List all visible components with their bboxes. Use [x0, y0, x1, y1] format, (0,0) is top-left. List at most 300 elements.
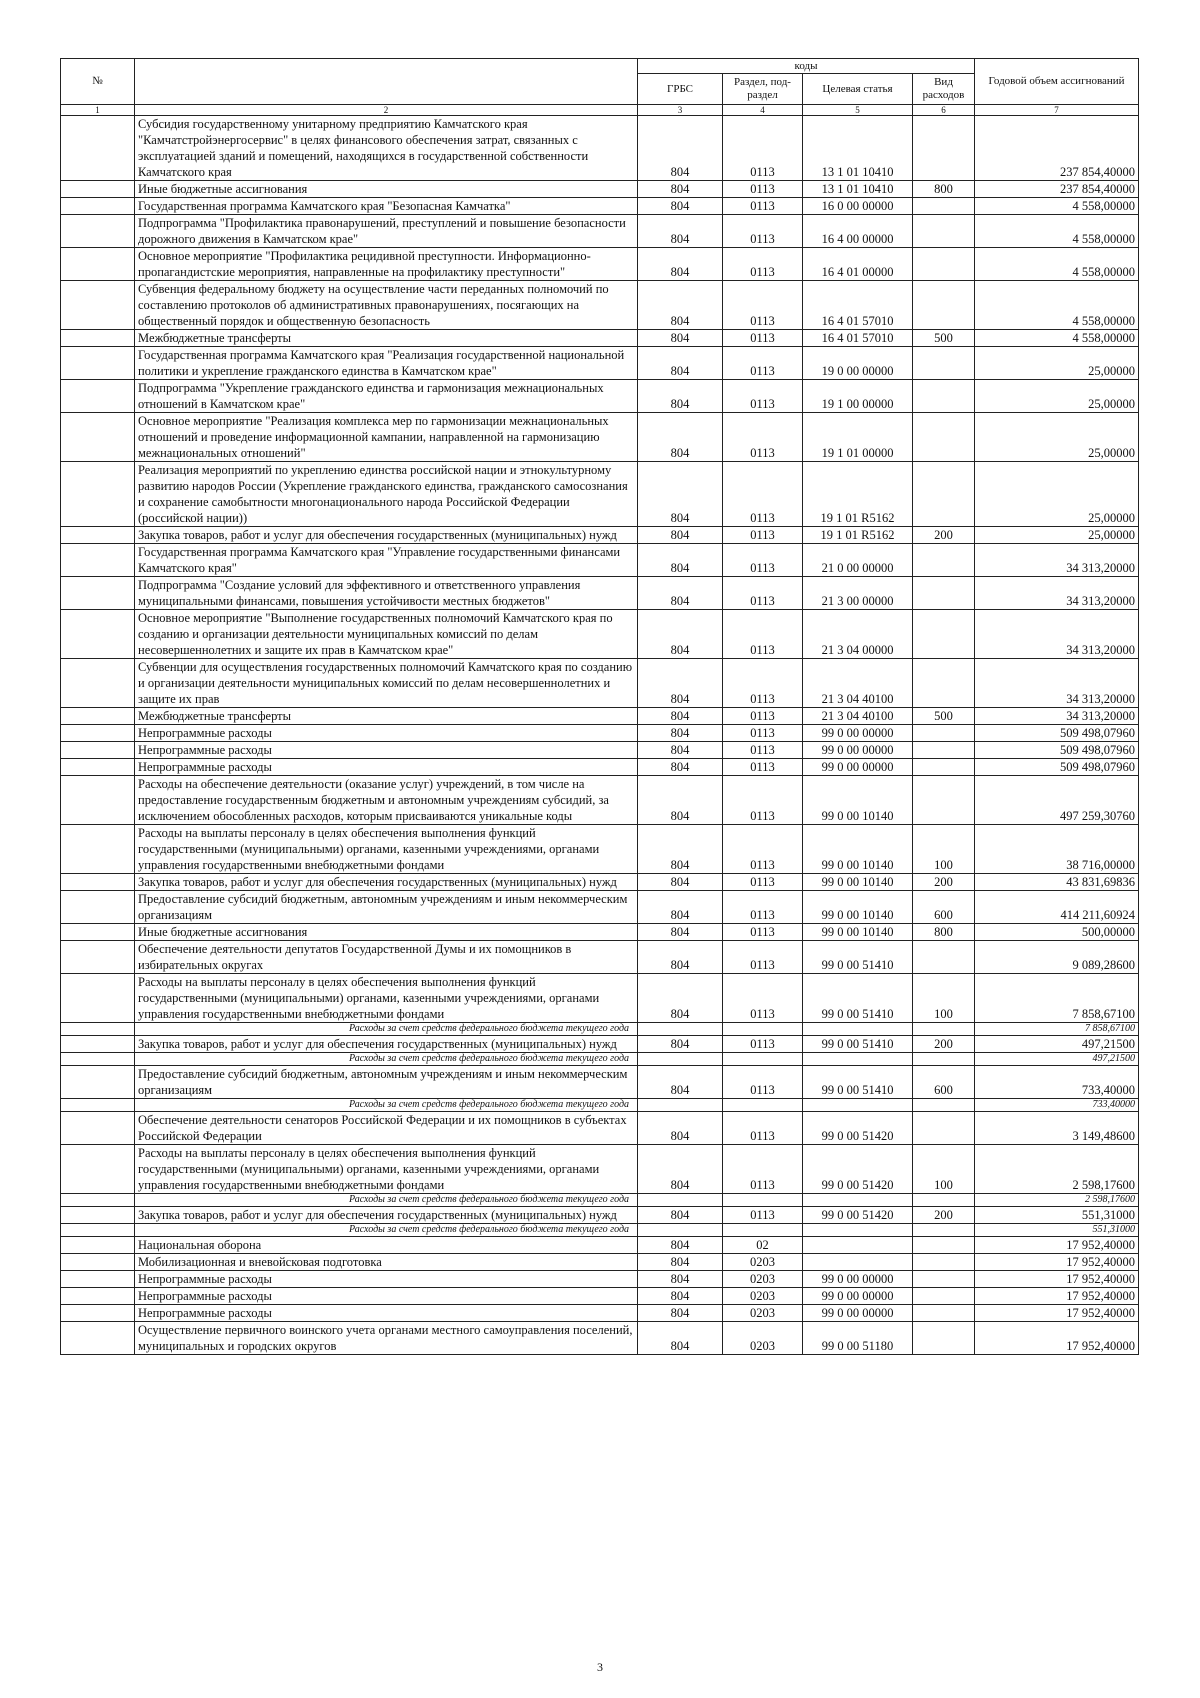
- grbs-cell: 804: [638, 380, 723, 413]
- amount-cell: 43 831,69836: [975, 874, 1139, 891]
- row-name-cell: Закупка товаров, работ и услуг для обеспечения государственных (муниципальных) нужд: [135, 527, 638, 544]
- table-header: [61, 59, 1139, 116]
- table-row: [61, 742, 1139, 759]
- type-cell: [913, 116, 975, 181]
- target-cell: 99 0 00 10140: [803, 874, 913, 891]
- row-number-cell: [61, 1066, 135, 1099]
- section-cell: 0113: [723, 215, 803, 248]
- amount-cell: 4 558,00000: [975, 215, 1139, 248]
- target-cell: 13 1 01 10410: [803, 181, 913, 198]
- table-row: [61, 659, 1139, 708]
- section-cell: 0113: [723, 742, 803, 759]
- amount-cell: 4 558,00000: [975, 248, 1139, 281]
- row-number-cell: [61, 1207, 135, 1224]
- col-number-index: 5: [803, 105, 913, 116]
- row-name-cell: Государственная программа Камчатского края "Управление государственными финансами Камчатского края": [135, 544, 638, 577]
- target-cell: 99 0 00 51410: [803, 1066, 913, 1099]
- row-number-cell: [61, 874, 135, 891]
- amount-cell: 34 313,20000: [975, 659, 1139, 708]
- grbs-cell: 804: [638, 462, 723, 527]
- row-number-cell: [61, 347, 135, 380]
- col-name-header: [135, 59, 638, 105]
- row-name-cell: Непрограммные расходы: [135, 1305, 638, 1322]
- col-number-header: №: [61, 59, 135, 105]
- target-cell: 99 0 00 51180: [803, 1322, 913, 1355]
- section-cell: 0113: [723, 413, 803, 462]
- type-cell: [913, 1023, 975, 1036]
- grbs-cell: 804: [638, 941, 723, 974]
- amount-cell: 2 598,17600: [975, 1145, 1139, 1194]
- amount-cell: 34 313,20000: [975, 610, 1139, 659]
- row-name-cell: Расходы за счет средств федерального бюджета текущего года: [135, 1194, 638, 1207]
- table-row: [61, 347, 1139, 380]
- table-row: [61, 1322, 1139, 1355]
- type-cell: [913, 659, 975, 708]
- grbs-cell: 804: [638, 527, 723, 544]
- target-cell: 19 1 00 00000: [803, 380, 913, 413]
- table-row: [61, 1305, 1139, 1322]
- type-cell: [913, 1112, 975, 1145]
- section-cell: 0113: [723, 462, 803, 527]
- amount-cell: 733,40000: [975, 1099, 1139, 1112]
- target-cell: 99 0 00 10140: [803, 776, 913, 825]
- target-cell: 99 0 00 00000: [803, 759, 913, 776]
- amount-cell: 34 313,20000: [975, 708, 1139, 725]
- amount-cell: 17 952,40000: [975, 1305, 1139, 1322]
- table-row: [61, 610, 1139, 659]
- amount-cell: 17 952,40000: [975, 1322, 1139, 1355]
- row-name-cell: Закупка товаров, работ и услуг для обеспечения государственных (муниципальных) нужд: [135, 1036, 638, 1053]
- grbs-cell: 804: [638, 198, 723, 215]
- grbs-cell: 804: [638, 181, 723, 198]
- row-name-cell: Иные бюджетные ассигнования: [135, 181, 638, 198]
- amount-cell: 17 952,40000: [975, 1271, 1139, 1288]
- table-row: [61, 941, 1139, 974]
- col-amount-header: Годовой объем ассигнований: [975, 59, 1139, 105]
- type-cell: [913, 776, 975, 825]
- amount-cell: 551,31000: [975, 1224, 1139, 1237]
- grbs-cell: 804: [638, 891, 723, 924]
- target-cell: 19 1 01 R5162: [803, 462, 913, 527]
- grbs-cell: 804: [638, 413, 723, 462]
- amount-cell: 4 558,00000: [975, 198, 1139, 215]
- section-cell: 0113: [723, 610, 803, 659]
- grbs-cell: 804: [638, 1254, 723, 1271]
- row-number-cell: [61, 1237, 135, 1254]
- grbs-cell: 804: [638, 610, 723, 659]
- col-codes-header: коды: [638, 59, 975, 74]
- amount-cell: 4 558,00000: [975, 281, 1139, 330]
- type-cell: [913, 725, 975, 742]
- row-number-cell: [61, 413, 135, 462]
- table-row: [61, 776, 1139, 825]
- row-number-cell: [61, 742, 135, 759]
- table-row: [61, 181, 1139, 198]
- amount-cell: 733,40000: [975, 1066, 1139, 1099]
- section-cell: 0113: [723, 577, 803, 610]
- row-number-cell: [61, 527, 135, 544]
- grbs-cell: 804: [638, 1036, 723, 1053]
- target-cell: 99 0 00 00000: [803, 1288, 913, 1305]
- grbs-cell: 804: [638, 759, 723, 776]
- grbs-cell: 804: [638, 544, 723, 577]
- type-cell: [913, 759, 975, 776]
- table-row: [61, 116, 1139, 181]
- row-name-cell: Обеспечение деятельности сенаторов Российской Федерации и их помощников в субъектах Российской Федерации: [135, 1112, 638, 1145]
- target-cell: 21 3 00 00000: [803, 577, 913, 610]
- type-cell: [913, 347, 975, 380]
- amount-cell: 237 854,40000: [975, 116, 1139, 181]
- row-number-cell: [61, 974, 135, 1023]
- type-cell: [913, 248, 975, 281]
- row-number-cell: [61, 1036, 135, 1053]
- type-cell: 800: [913, 181, 975, 198]
- target-cell: 21 3 04 40100: [803, 708, 913, 725]
- grbs-cell: 804: [638, 116, 723, 181]
- row-name-cell: Расходы на обеспечение деятельности (оказание услуг) учреждений, в том числе на предоставление государственным бюджетным и автономным учреждениям субсидий, за исключением обособленных расходов, которым присваиваются уникальные коды: [135, 776, 638, 825]
- table-row: [61, 215, 1139, 248]
- col-number-index: 1: [61, 105, 135, 116]
- section-cell: 0203: [723, 1254, 803, 1271]
- row-name-cell: Межбюджетные трансферты: [135, 330, 638, 347]
- amount-cell: 7 858,67100: [975, 1023, 1139, 1036]
- table-row: [61, 544, 1139, 577]
- type-cell: [913, 1254, 975, 1271]
- table-row: [61, 1271, 1139, 1288]
- grbs-cell: 804: [638, 659, 723, 708]
- section-cell: 0203: [723, 1271, 803, 1288]
- type-cell: [913, 380, 975, 413]
- type-cell: [913, 462, 975, 527]
- row-number-cell: [61, 610, 135, 659]
- grbs-cell: 804: [638, 1145, 723, 1194]
- row-name-cell: Закупка товаров, работ и услуг для обеспечения государственных (муниципальных) нужд: [135, 874, 638, 891]
- grbs-cell: 804: [638, 577, 723, 610]
- row-name-cell: Субвенции для осуществления государственных полномочий Камчатского края по созданию и организации деятельности муниципальных комиссий по делам несовершеннолетних и защите их прав: [135, 659, 638, 708]
- row-number-cell: [61, 281, 135, 330]
- target-cell: 99 0 00 00000: [803, 1305, 913, 1322]
- row-number-cell: [61, 725, 135, 742]
- grbs-cell: 804: [638, 974, 723, 1023]
- table-row: [61, 462, 1139, 527]
- row-number-cell: [61, 924, 135, 941]
- grbs-cell: [638, 1194, 723, 1207]
- grbs-cell: 804: [638, 825, 723, 874]
- grbs-cell: 804: [638, 742, 723, 759]
- section-cell: 0113: [723, 759, 803, 776]
- type-cell: [913, 1288, 975, 1305]
- row-number-cell: [61, 759, 135, 776]
- type-cell: 600: [913, 1066, 975, 1099]
- type-cell: 500: [913, 708, 975, 725]
- grbs-cell: 804: [638, 874, 723, 891]
- type-cell: 200: [913, 1207, 975, 1224]
- grbs-cell: [638, 1099, 723, 1112]
- section-cell: 0113: [723, 1207, 803, 1224]
- table-row: [61, 759, 1139, 776]
- col-grbs-header: ГРБС: [638, 74, 723, 105]
- col-number-index: 4: [723, 105, 803, 116]
- row-number-cell: [61, 198, 135, 215]
- amount-cell: 497 259,30760: [975, 776, 1139, 825]
- amount-cell: 7 858,67100: [975, 974, 1139, 1023]
- row-name-cell: Осуществление первичного воинского учета органами местного самоуправления поселений, муниципальных и городских округов: [135, 1322, 638, 1355]
- table-row: [61, 708, 1139, 725]
- row-name-cell: Расходы на выплаты персоналу в целях обеспечения выполнения функций государственными (муниципальными) органами, казенными учреждениями, органами управления государственными внебюджетными фондами: [135, 825, 638, 874]
- col-section-header: Раздел, под-раздел: [723, 74, 803, 105]
- row-number-cell: [61, 941, 135, 974]
- amount-cell: 497,21500: [975, 1053, 1139, 1066]
- row-number-cell: [61, 1145, 135, 1194]
- amount-cell: 25,00000: [975, 347, 1139, 380]
- col-type-header: Вид расходов: [913, 74, 975, 105]
- funding-note-row: [61, 1023, 1139, 1036]
- row-name-cell: Иные бюджетные ассигнования: [135, 924, 638, 941]
- amount-cell: 25,00000: [975, 380, 1139, 413]
- row-name-cell: Основное мероприятие "Выполнение государственных полномочий Камчатского края по созданию и организации деятельности муниципальных комиссий по делам несовершеннолетних и защите их прав в Камчатском крае": [135, 610, 638, 659]
- row-name-cell: Непрограммные расходы: [135, 1271, 638, 1288]
- section-cell: 0113: [723, 248, 803, 281]
- grbs-cell: 804: [638, 1066, 723, 1099]
- table-row: [61, 891, 1139, 924]
- section-cell: 0203: [723, 1322, 803, 1355]
- row-number-cell: [61, 181, 135, 198]
- target-cell: 19 0 00 00000: [803, 347, 913, 380]
- target-cell: 21 0 00 00000: [803, 544, 913, 577]
- section-cell: 0203: [723, 1288, 803, 1305]
- row-name-cell: Основное мероприятие "Профилактика рецидивной преступности. Информационно-пропагандистские мероприятия, направленные на профилактику преступности": [135, 248, 638, 281]
- target-cell: 99 0 00 51410: [803, 974, 913, 1023]
- row-number-cell: [61, 248, 135, 281]
- section-cell: 02: [723, 1237, 803, 1254]
- target-cell: 21 3 04 00000: [803, 610, 913, 659]
- row-name-cell: Мобилизационная и вневойсковая подготовка: [135, 1254, 638, 1271]
- amount-cell: 509 498,07960: [975, 742, 1139, 759]
- type-cell: [913, 1099, 975, 1112]
- section-cell: 0113: [723, 347, 803, 380]
- amount-cell: 17 952,40000: [975, 1288, 1139, 1305]
- row-number-cell: [61, 330, 135, 347]
- target-cell: 99 0 00 10140: [803, 825, 913, 874]
- table-row: [61, 1254, 1139, 1271]
- section-cell: 0113: [723, 825, 803, 874]
- type-cell: [913, 610, 975, 659]
- row-name-cell: Расходы за счет средств федерального бюджета текущего года: [135, 1224, 638, 1237]
- type-cell: [913, 1194, 975, 1207]
- row-name-cell: Подпрограмма "Профилактика правонарушений, преступлений и повышение безопасности дорожного движения в Камчатском крае": [135, 215, 638, 248]
- row-name-cell: Расходы за счет средств федерального бюджета текущего года: [135, 1053, 638, 1066]
- grbs-cell: [638, 1053, 723, 1066]
- col-number-index: 6: [913, 105, 975, 116]
- amount-cell: 500,00000: [975, 924, 1139, 941]
- row-name-cell: Субсидия государственному унитарному предприятию Камчатского края "Камчатстройэнергосервис" в целях финансового обеспечения затрат, связанных с эксплуатацией зданий и помещений, находящихся в государственной собственности Камчатского края: [135, 116, 638, 181]
- target-cell: 99 0 00 51410: [803, 941, 913, 974]
- section-cell: 0113: [723, 708, 803, 725]
- section-cell: 0113: [723, 198, 803, 215]
- row-number-cell: [61, 1288, 135, 1305]
- grbs-cell: 804: [638, 924, 723, 941]
- row-number-cell: [61, 1053, 135, 1066]
- type-cell: 800: [913, 924, 975, 941]
- page-number: 3: [597, 1660, 603, 1674]
- row-name-cell: Обеспечение деятельности депутатов Государственной Думы и их помощников в избирательных округах: [135, 941, 638, 974]
- table-row: [61, 1112, 1139, 1145]
- target-cell: 99 0 00 10140: [803, 924, 913, 941]
- row-name-cell: Межбюджетные трансферты: [135, 708, 638, 725]
- amount-cell: 2 598,17600: [975, 1194, 1139, 1207]
- grbs-cell: 804: [638, 725, 723, 742]
- target-cell: 99 0 00 51420: [803, 1112, 913, 1145]
- section-cell: 0113: [723, 891, 803, 924]
- col-target-header: Целевая статья: [803, 74, 913, 105]
- amount-cell: 4 558,00000: [975, 330, 1139, 347]
- type-cell: 100: [913, 1145, 975, 1194]
- type-cell: [913, 281, 975, 330]
- grbs-cell: 804: [638, 1237, 723, 1254]
- row-name-cell: Непрограммные расходы: [135, 742, 638, 759]
- amount-cell: 38 716,00000: [975, 825, 1139, 874]
- section-cell: 0113: [723, 116, 803, 181]
- table-row: [61, 577, 1139, 610]
- section-cell: 0113: [723, 330, 803, 347]
- type-cell: [913, 198, 975, 215]
- grbs-cell: [638, 1023, 723, 1036]
- grbs-cell: 804: [638, 281, 723, 330]
- row-number-cell: [61, 215, 135, 248]
- type-cell: [913, 941, 975, 974]
- table-row: [61, 198, 1139, 215]
- section-cell: 0113: [723, 924, 803, 941]
- amount-cell: 34 313,20000: [975, 544, 1139, 577]
- target-cell: 16 4 01 57010: [803, 281, 913, 330]
- table-body: [61, 116, 1139, 1355]
- target-cell: 19 1 01 R5162: [803, 527, 913, 544]
- amount-cell: 551,31000: [975, 1207, 1139, 1224]
- section-cell: 0113: [723, 1066, 803, 1099]
- table-row: [61, 248, 1139, 281]
- funding-note-row: [61, 1099, 1139, 1112]
- target-cell: 99 0 00 51420: [803, 1207, 913, 1224]
- amount-cell: 414 211,60924: [975, 891, 1139, 924]
- grbs-cell: 804: [638, 347, 723, 380]
- row-number-cell: [61, 825, 135, 874]
- amount-cell: 25,00000: [975, 413, 1139, 462]
- target-cell: 99 0 00 00000: [803, 1271, 913, 1288]
- row-name-cell: Расходы за счет средств федерального бюджета текущего года: [135, 1023, 638, 1036]
- table-row: [61, 281, 1139, 330]
- row-number-cell: [61, 1112, 135, 1145]
- grbs-cell: 804: [638, 215, 723, 248]
- budget-table: [60, 58, 1139, 1355]
- grbs-cell: 804: [638, 1112, 723, 1145]
- section-cell: 0113: [723, 974, 803, 1023]
- section-cell: 0113: [723, 941, 803, 974]
- row-number-cell: [61, 1305, 135, 1322]
- row-name-cell: Субвенция федеральному бюджету на осуществление части переданных полномочий по составлению протоколов об административных правонарушениях, посягающих на общественный порядок и общественную безопасность: [135, 281, 638, 330]
- row-number-cell: [61, 1224, 135, 1237]
- row-name-cell: Непрограммные расходы: [135, 725, 638, 742]
- table-row: [61, 725, 1139, 742]
- section-cell: 0113: [723, 181, 803, 198]
- grbs-cell: 804: [638, 1271, 723, 1288]
- row-name-cell: Закупка товаров, работ и услуг для обеспечения государственных (муниципальных) нужд: [135, 1207, 638, 1224]
- target-cell: 16 4 01 00000: [803, 248, 913, 281]
- row-number-cell: [61, 891, 135, 924]
- target-cell: 16 4 01 57010: [803, 330, 913, 347]
- target-cell: [803, 1254, 913, 1271]
- col-number-index: 2: [135, 105, 638, 116]
- amount-cell: 34 313,20000: [975, 577, 1139, 610]
- type-cell: 200: [913, 527, 975, 544]
- funding-note-row: [61, 1224, 1139, 1237]
- type-cell: [913, 1271, 975, 1288]
- row-number-cell: [61, 1254, 135, 1271]
- target-cell: 16 0 00 00000: [803, 198, 913, 215]
- type-cell: [913, 413, 975, 462]
- amount-cell: 25,00000: [975, 527, 1139, 544]
- section-cell: 0113: [723, 776, 803, 825]
- table-row: [61, 1237, 1139, 1254]
- row-name-cell: Расходы за счет средств федерального бюджета текущего года: [135, 1099, 638, 1112]
- grbs-cell: 804: [638, 1288, 723, 1305]
- section-cell: [723, 1224, 803, 1237]
- row-number-cell: [61, 544, 135, 577]
- table-row: [61, 413, 1139, 462]
- table-row: [61, 825, 1139, 874]
- grbs-cell: 804: [638, 1305, 723, 1322]
- row-name-cell: Непрограммные расходы: [135, 1288, 638, 1305]
- section-cell: [723, 1099, 803, 1112]
- col-number-index: 3: [638, 105, 723, 116]
- amount-cell: 17 952,40000: [975, 1254, 1139, 1271]
- type-cell: [913, 1053, 975, 1066]
- row-number-cell: [61, 1322, 135, 1355]
- row-number-cell: [61, 776, 135, 825]
- row-number-cell: [61, 1194, 135, 1207]
- amount-cell: 9 089,28600: [975, 941, 1139, 974]
- amount-cell: 25,00000: [975, 462, 1139, 527]
- type-cell: [913, 1237, 975, 1254]
- row-number-cell: [61, 1099, 135, 1112]
- amount-cell: 509 498,07960: [975, 725, 1139, 742]
- target-cell: [803, 1099, 913, 1112]
- section-cell: [723, 1194, 803, 1207]
- amount-cell: 17 952,40000: [975, 1237, 1139, 1254]
- section-cell: 0113: [723, 281, 803, 330]
- section-cell: 0113: [723, 1145, 803, 1194]
- target-cell: 16 4 00 00000: [803, 215, 913, 248]
- type-cell: [913, 1224, 975, 1237]
- type-cell: [913, 577, 975, 610]
- table-row: [61, 527, 1139, 544]
- row-number-cell: [61, 659, 135, 708]
- table-row: [61, 974, 1139, 1023]
- target-cell: 99 0 00 10140: [803, 891, 913, 924]
- table-row: [61, 1145, 1139, 1194]
- budget-sheet: [60, 58, 1138, 1355]
- table-row: [61, 380, 1139, 413]
- row-name-cell: Основное мероприятие "Реализация комплекса мер по гармонизации межнациональных отношений и проведение информационной кампании, направленной на гармонизацию межнациональных отношений": [135, 413, 638, 462]
- col-number-index: 7: [975, 105, 1139, 116]
- section-cell: 0113: [723, 725, 803, 742]
- target-cell: 99 0 00 51420: [803, 1145, 913, 1194]
- row-number-cell: [61, 1023, 135, 1036]
- target-cell: [803, 1237, 913, 1254]
- type-cell: [913, 1305, 975, 1322]
- type-cell: 100: [913, 974, 975, 1023]
- row-name-cell: Национальная оборона: [135, 1237, 638, 1254]
- grbs-cell: 804: [638, 248, 723, 281]
